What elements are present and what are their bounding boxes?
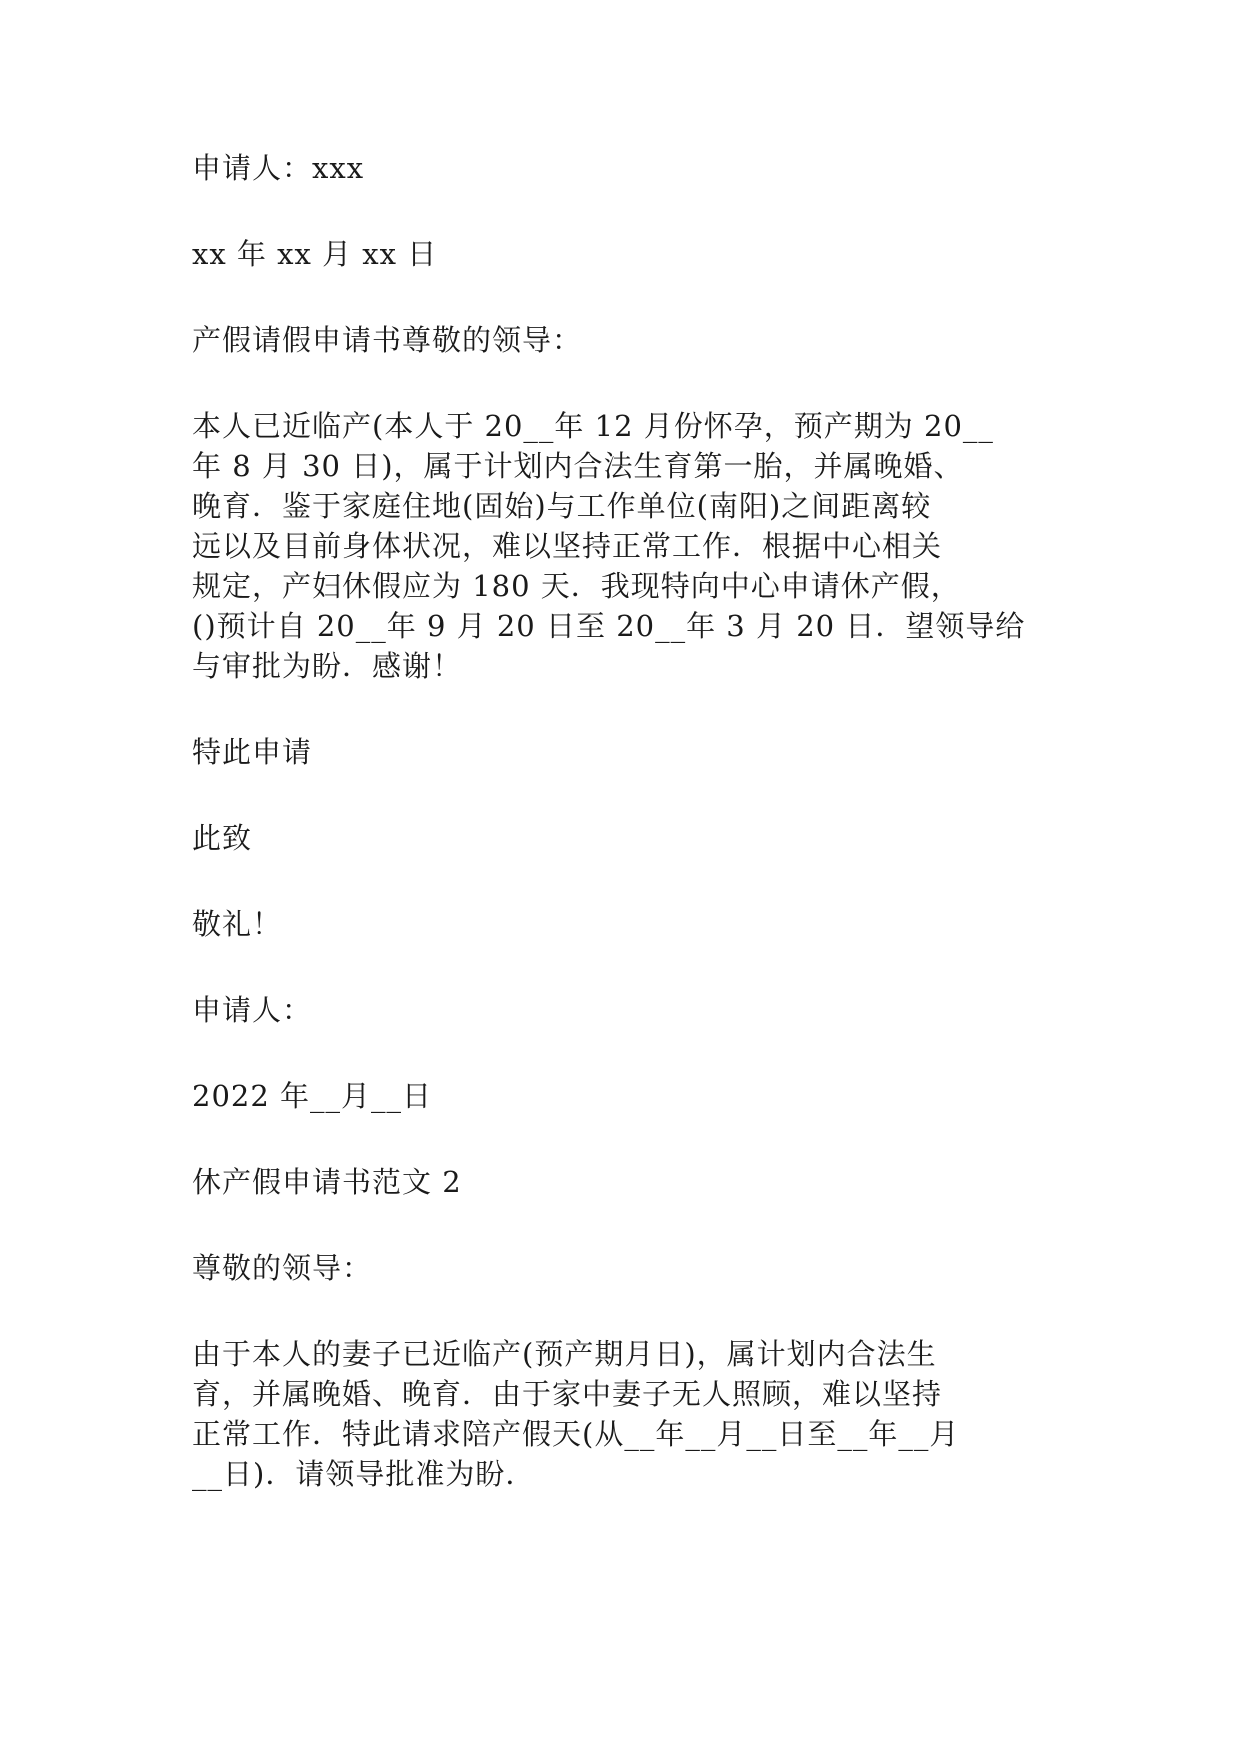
body-line: 由于本人的妻子已近临产(预产期月日)，属计划内合法生 bbox=[192, 1337, 937, 1371]
section-heading: 休产假申请书范文 2 bbox=[192, 1165, 462, 1199]
date-line: xx 年 xx 月 xx 日 bbox=[192, 237, 438, 271]
letter-heading: 产假请假申请书尊敬的领导： bbox=[192, 323, 583, 357]
body-line: 年 8 月 30 日)，属于计划内合法生育第一胎，并属晚婚、 bbox=[192, 449, 964, 483]
body-line: ()预计自 20__年 9 月 20 日至 20__年 3 月 20 日．望领导给 bbox=[192, 609, 1026, 643]
applicant-line: 申请人： bbox=[192, 993, 313, 1027]
closing-regards: 此致 bbox=[192, 821, 253, 855]
body-line: 正常工作．特此请求陪产假天(从__年__月__日至__年__月 bbox=[192, 1417, 960, 1451]
document-body bbox=[192, 148, 1052, 1494]
body-line: __日)．请领导批准为盼． bbox=[192, 1457, 536, 1491]
body-line: 与审批为盼．感谢！ bbox=[192, 649, 463, 683]
body-line: 规定，产妇休假应为 180 天．我现特向中心申请休产假， bbox=[192, 569, 961, 603]
body-line: 晚育．鉴于家庭住地(固始)与工作单位(南阳)之间距离较 bbox=[192, 489, 932, 523]
closing-salute: 敬礼！ bbox=[192, 907, 283, 941]
closing-request: 特此申请 bbox=[192, 735, 313, 769]
salutation: 尊敬的领导： bbox=[192, 1251, 373, 1285]
body-paragraph-2 bbox=[192, 1334, 1052, 1494]
body-paragraph-1 bbox=[192, 406, 1052, 686]
body-line: 本人已近临产(本人于 20__年 12 月份怀孕，预产期为 20__ bbox=[192, 409, 994, 443]
body-line: 远以及目前身体状况，难以坚持正常工作．根据中心相关 bbox=[192, 529, 943, 563]
date-line: 2022 年__月__日 bbox=[192, 1079, 433, 1113]
applicant-line: 申请人：xxx bbox=[192, 151, 365, 185]
body-line: 育，并属晚婚、晚育．由于家中妻子无人照顾，难以坚持 bbox=[192, 1377, 943, 1411]
